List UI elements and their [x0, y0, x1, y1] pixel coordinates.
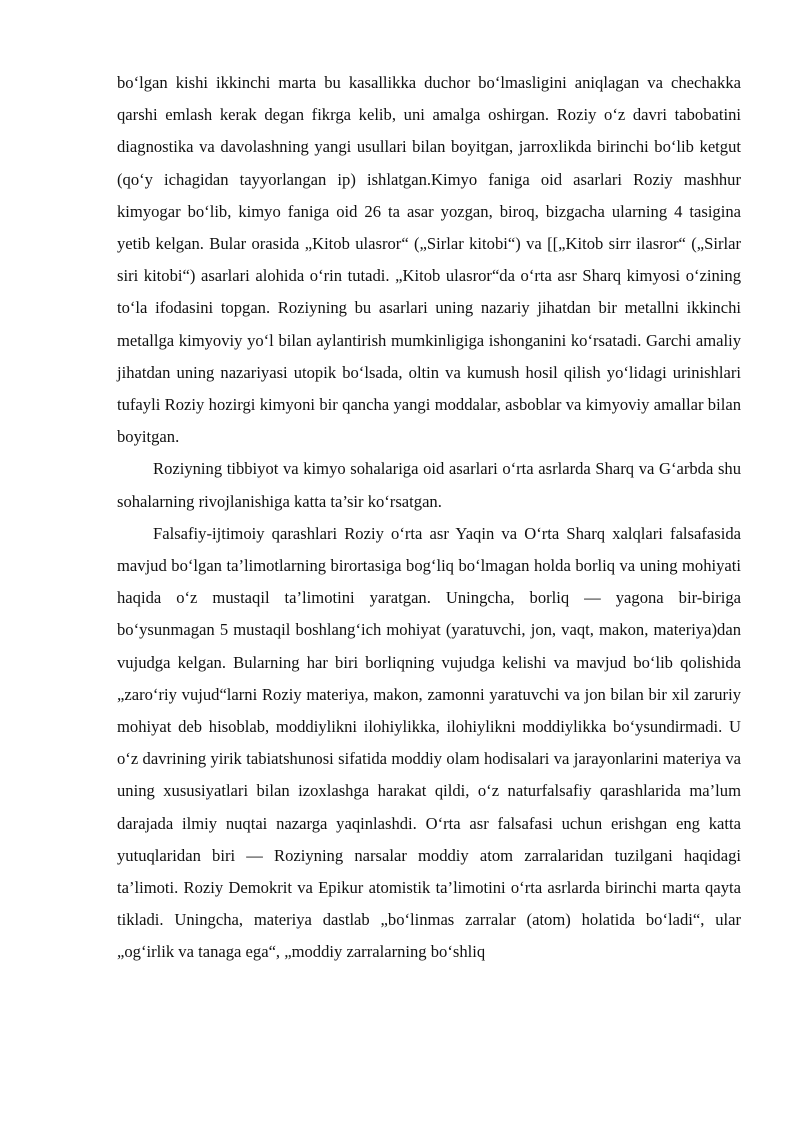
- paragraph: Falsafiy-ijtimoiy qarashlari Roziy o‘rta asr Yaqin va O‘rta Sharq xalqlari falsafasida mavjud bo‘lgan ta’limotlarning birortasiga bog‘liq bo‘lmagan holda borliq va uning mohiyati haqida o‘z mustaqil ta’limotini yaratgan. Uningcha, borliq — yagona bir-biriga bo‘ysunmagan 5 mustaqil boshlang‘ich mohiyat (yaratuvchi, jon, vaqt, makon, materiya)dan vujudga kelgan. Bularning har biri borliqning vujudga kelishi va mavjud bo‘lib qolishida „zaro‘riy vujud“larni Roziy materiya, makon, zamonni yaratuvchi va jon bilan bir xil zaruriy mohiyat deb hisoblab, moddiylikni ilohiylikka, ilohiylikni moddiylikka bo‘ysundirmadi. U o‘z davrining yirik tabiatshunosi sifatida moddiy olam hodisalari va jarayonlarini materiya va uning xususiyatlari bilan izoxlashga harakat qildi, o‘z naturfalsafiy qarashlarida ma’lum darajada ilmiy nuqtai nazarga yaqinlashdi. O‘rta asr falsafasi uchun erishgan eng katta yutuqlaridan biri — Roziyning narsalar moddiy atom zarralaridan tuzilgani haqidagi ta’limoti. Roziy Demokrit va Epikur atomistik ta’limotini o‘rta asrlarda birinchi marta qayta tikladi. Uningcha, materiya dastlab „bo‘linmas zarralar (atom) holatida bo‘ladi“, ular „og‘irlik va tanaga ega“, „moddiy zarralarning bo‘shliq: [117, 523, 741, 962]
- body-text: [117, 67, 741, 969]
- paragraph: Roziyning tibbiyot va kimyo sohalariga oid asarlari o‘rta asrlarda Sharq va G‘arbda shu sohalarning rivojlanishiga katta ta’sir ko‘rsatgan.: [117, 459, 741, 511]
- paragraph: bo‘lgan kishi ikkinchi marta bu kasallikka duchor bo‘lmasligini aniqlagan va chechakka qarshi emlash kerak degan fikrga kelib, uni amalga oshirgan. Roziy o‘z davri tabobatini diagnostika va davolashning yangi usullari bilan boyitgan, jarroxlikda birinchi bo‘lib ketgut (qo‘y ichagidan tayyorlangan ip) ishlatgan.Kimyo faniga oid asarlari Roziy mashhur kimyogar bo‘lib, kimyo faniga oid 26 ta asar yozgan, biroq, bizgacha ularning 4 tasigina yetib kelgan. Bular orasida „Kitob ulasror“ („Sirlar kitobi“) va [[„Kitob sirr ilasror“ („Sirlar siri kitobi“) asarlari alohida o‘rin tutadi. „Kitob ulasror“da o‘rta asr Sharq kimyosi o‘zining to‘la ifodasini topgan. Roziyning bu asarlari uning nazariy jihatdan bir metallni ikkinchi metallga kimyoviy yo‘l bilan aylantirish mumkinligiga ishonganini ko‘rsatadi. Garchi amaliy jihatdan uning nazariyasi utopik bo‘lsada, oltin va kumush hosil qilish yo‘lidagi urinishlari tufayli Roziy hozirgi kimyoni bir qancha yangi moddalar, asboblar va kimyoviy amallar bilan boyitgan.: [117, 73, 741, 447]
